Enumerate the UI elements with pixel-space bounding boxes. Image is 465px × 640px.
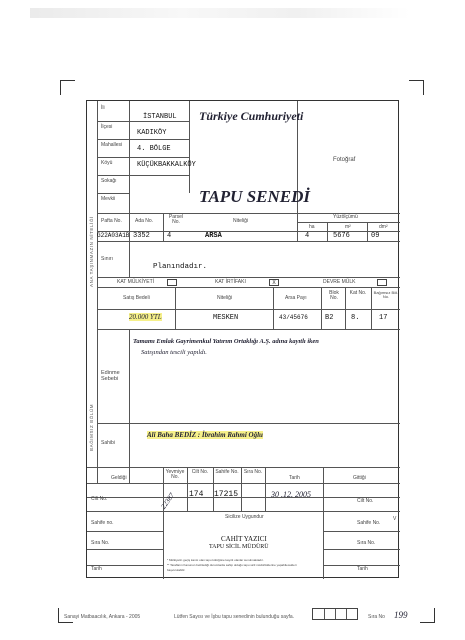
kat-irtifaki-label: KAT İRTİFAKI	[215, 279, 246, 285]
left-row-tarih: Tarih	[91, 566, 102, 572]
left-row-cilt: Cilt No.	[91, 496, 108, 502]
right-row-cilt: Cilt No.	[357, 498, 374, 504]
unit-nitelik-label: Niteliği	[217, 295, 233, 301]
yevmiye-label: Yevmiye No.	[165, 469, 185, 480]
scan-smudge	[30, 8, 410, 18]
crop-mark-bottom-right	[420, 608, 435, 623]
sira-label: Sıra No.	[243, 469, 263, 475]
serial-value: 199	[394, 610, 408, 620]
sahife-value: 17215	[214, 490, 239, 499]
ha-value: 4	[305, 232, 310, 240]
edinme-line-2: Satışından tescili yapıldı.	[141, 349, 207, 356]
parcel-nitelik-value: ARSA	[205, 232, 222, 240]
arsa-payi-label: Arsa Payı	[285, 295, 307, 301]
parcel-nitelik-label: Niteliği	[233, 218, 249, 224]
ilce-value: KADIKÖY	[137, 129, 167, 137]
yevmiye-value: 22387	[159, 491, 177, 511]
sinir-value: Planındadır.	[153, 263, 208, 271]
sahibi-label: Sahibi	[101, 440, 115, 446]
parsel-value: 4	[167, 232, 172, 240]
gittigi-label: Gittiği	[353, 475, 366, 481]
parsel-label: Parsel No.	[168, 214, 184, 225]
arsa-payi-value: 43/45676	[279, 314, 308, 321]
footnote-1: * Mülkiyetin geçiş kanıtı olan tapu kütüğüne kayıtlı olanlar sunulmaktadır.	[167, 558, 264, 562]
satis-label: Satış Bedeli	[123, 295, 150, 301]
unit-nitelik-value: MESKEN	[213, 314, 239, 322]
tarih-value: 30 .12. 2005	[271, 490, 311, 499]
republic-heading: Türkiye Cumhuriyeti	[199, 109, 304, 123]
right-sahife-note: V	[393, 516, 397, 522]
pafta-label: Pafta No.	[101, 218, 122, 224]
right-row-tarih: Tarih	[357, 566, 368, 572]
kat-irtifaki-checkbox: X	[269, 279, 279, 286]
serial-label: Sıra No	[368, 614, 385, 620]
deed-form	[86, 100, 399, 578]
left-row-sahife: Sahife no.	[91, 520, 114, 526]
blok-value: B2	[325, 314, 334, 322]
sidebar-label-main: ANA TAŞINMAZIN NİTELİĞİ	[89, 216, 94, 287]
dm2-value: 09	[371, 232, 380, 240]
m2-value: 5676	[333, 232, 350, 240]
devre-mulk-label: DEVRE MÜLK	[323, 279, 356, 285]
footnote-2: ** Tarafların Kanunun belirlediği durumlarda sahip olduğu tapu sicil müdürlüklerine yapabilecekleri	[167, 563, 297, 567]
serial-boxes	[312, 608, 358, 620]
sokak-label: Sokağı	[101, 178, 117, 184]
footer-warning: Lütfen Sayısı ve İşbu tapu senedinin bulunduğu sayfa.	[174, 614, 295, 620]
sahibi-value: Ali Baha BEDİZ : İbrahim Rahmi Oğlu	[147, 431, 263, 439]
right-row-sahife: Sahife No.	[357, 520, 381, 526]
bagimsiz-value: 17	[379, 314, 388, 322]
dm2-label: dm²	[379, 224, 388, 230]
mahalle-label: Mahallesi	[101, 142, 123, 148]
tarih-label: Tarih	[289, 475, 300, 481]
mahalle-value: 4. BÖLGE	[137, 145, 171, 153]
yuzolcumu-label: Yüzölçümü	[333, 214, 358, 220]
sinir-label: Sınırı	[101, 256, 113, 262]
il-value: İSTANBUL	[143, 113, 177, 121]
il-label: İli	[101, 105, 105, 111]
left-row-sira: Sıra No.	[91, 540, 110, 546]
crop-mark-top-left	[60, 80, 75, 95]
official-name: CAHİT YAZICI	[221, 535, 267, 543]
kat-mulkiyeti-label: KAT MÜLKİYETİ	[117, 279, 155, 285]
ada-value: 3352	[133, 232, 150, 240]
footnote-3: başvurulabilir.	[167, 568, 186, 572]
geldigi-label: Geldiği	[111, 475, 127, 481]
satis-value: 20.000 YTL	[129, 313, 162, 321]
right-row-sira: Sıra No.	[357, 540, 376, 546]
printer-info: Sanayi Matbaacılık, Ankara - 2005	[64, 614, 141, 620]
ilce-label: İlçesi	[101, 124, 113, 130]
ada-label: Ada No.	[135, 218, 154, 224]
cilt-value: 174	[189, 490, 204, 499]
koy-value: KÜÇÜKBAKKALKÖY	[137, 161, 196, 169]
sahife-label: Sahife No.	[215, 469, 239, 475]
koy-label: Köyü	[101, 160, 113, 166]
sidebar-label-unit: BAĞIMSIZ BÖLÜM	[89, 403, 94, 451]
bagimsiz-label: Bağımsız Böl. No.	[373, 290, 399, 299]
edinme-line-1: Tamamı Emlak Gayrimenkul Yatırım Ortaklığı A.Ş. adına kayıtlı iken	[133, 338, 319, 345]
deed-title: TAPU SENEDİ	[199, 187, 310, 206]
blok-label: Blok No.	[329, 290, 339, 301]
mevkii-label: Mevkii	[101, 196, 116, 202]
crop-mark-top-right	[409, 80, 424, 95]
edinme-label: Edinme Sebebi	[101, 370, 120, 382]
pafta-value: G22A03A1B	[97, 232, 130, 239]
cilt-label: Cilt No.	[191, 469, 209, 475]
ha-label: ha	[309, 224, 315, 230]
devre-mulk-checkbox	[377, 279, 387, 286]
aslina-uygundur: Sicilize Uygundur	[225, 514, 264, 520]
photo-label: Fotoğraf	[333, 157, 356, 163]
kat-value: 8.	[351, 314, 360, 322]
official-title: TAPU SİCİL MÜDÜRÜ	[209, 544, 269, 550]
m2-label: m²	[345, 224, 351, 230]
kat-label: Kat No.	[349, 290, 367, 296]
kat-mulkiyeti-checkbox	[167, 279, 177, 286]
